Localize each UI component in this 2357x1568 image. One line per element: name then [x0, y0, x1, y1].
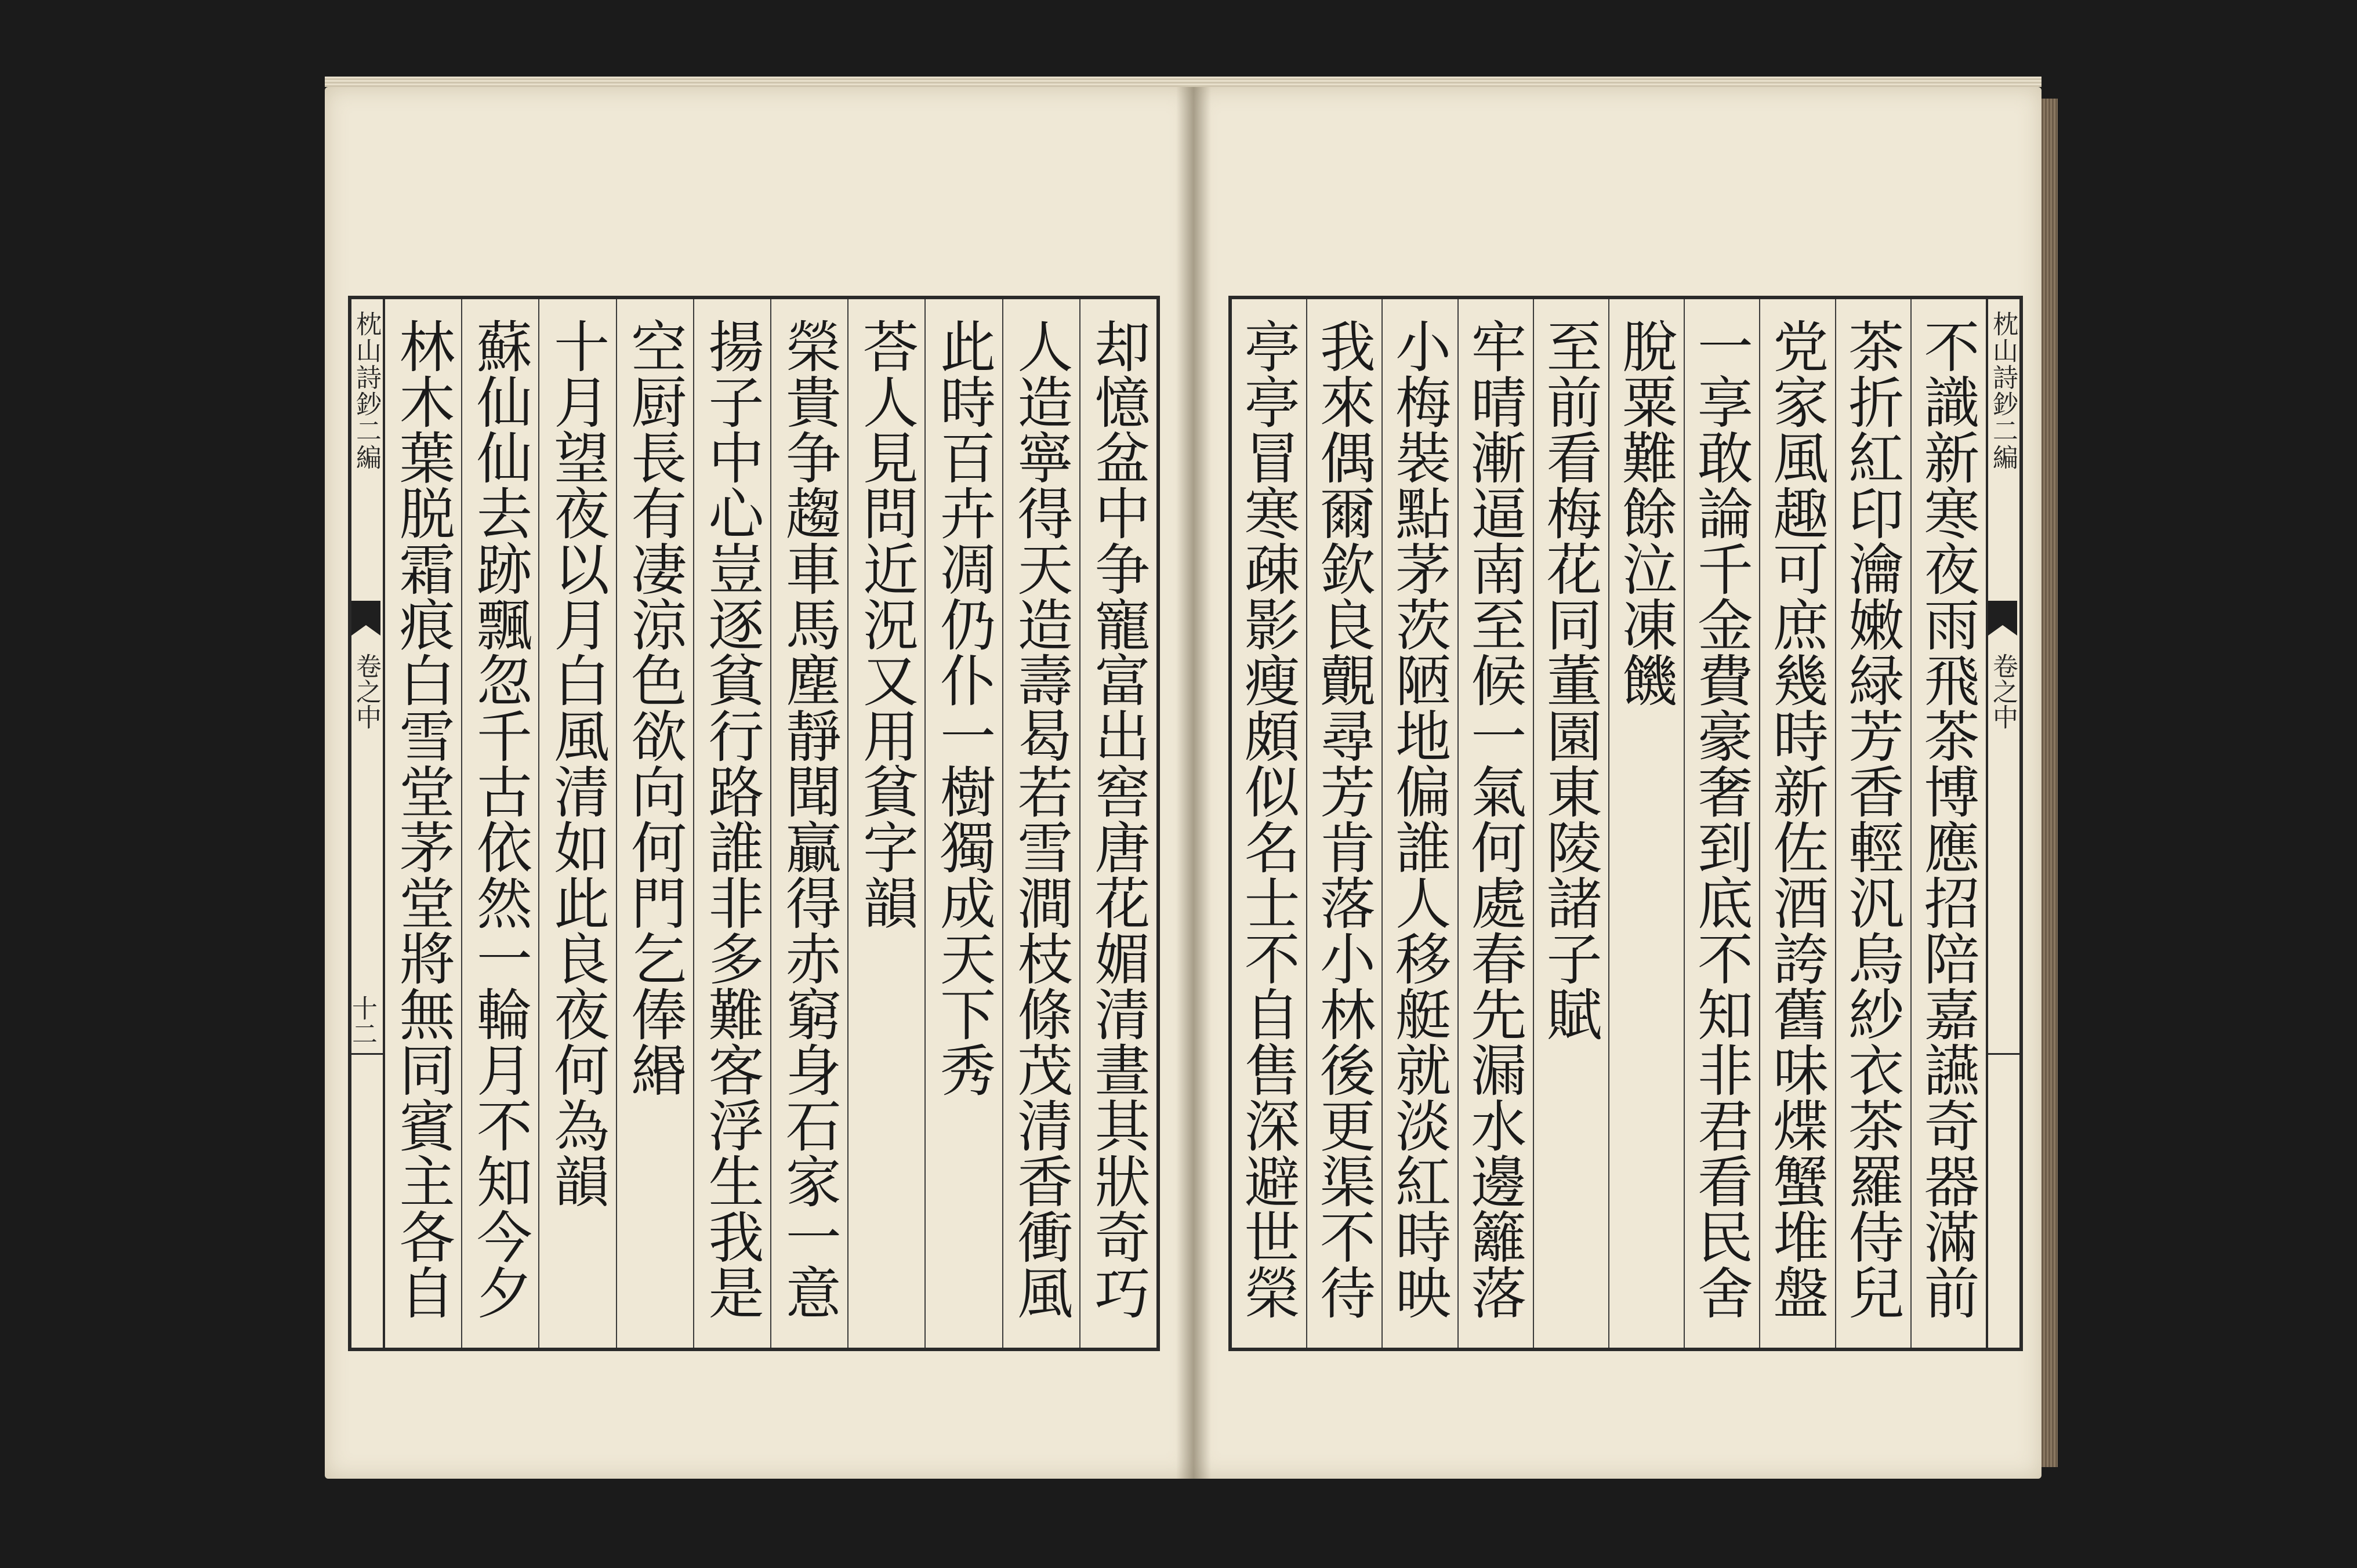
- text-column: 榮貴争趨車馬塵靜聞贏得赤窮身石家一意: [770, 299, 847, 1348]
- text-columns: [385, 299, 1156, 1348]
- band-rule: [1988, 1053, 2019, 1055]
- text-column: 不識新寒夜雨飛茶博應招陪嘉讌奇器滿前: [1910, 299, 1986, 1348]
- text-column: 蘇仙仙去跡飄忽千古依然一輪月不知今夕: [461, 299, 538, 1348]
- band-volume: 卷之中: [351, 653, 381, 729]
- right-page: [1194, 87, 2041, 1479]
- band-title: 枕山詩鈔二編: [351, 311, 381, 471]
- text-columns: [1232, 299, 1986, 1348]
- book-gutter: [1176, 87, 1211, 1479]
- text-column: 亭亭冒寒疎影瘦頗似名士不自售深避世榮: [1235, 318, 1301, 1320]
- text-column: 揚子中心豈逐貧行路誰非多難客浮生我是: [693, 299, 770, 1348]
- left-page: [325, 87, 1194, 1479]
- poem-title-column: 至前看梅花同董園東陵諸子賦: [1533, 299, 1608, 1348]
- fishtail-mark: [1988, 601, 2017, 636]
- center-band: [1986, 299, 2019, 1348]
- text-column: 林木葉脱霜痕白雪堂茅堂將無同賓主各自: [390, 318, 456, 1320]
- text-column: 此時百卉凋仍仆一樹獨成天下秀: [924, 299, 1002, 1348]
- text-column: 我來偶爾欽良覿尋芳肯落小林後更渠不待: [1306, 299, 1381, 1348]
- text-column: 脫粟難餘泣凍饑: [1608, 299, 1684, 1348]
- page-edge: [325, 77, 1194, 87]
- text-column: 却憶盆中争寵富出窖唐花媚清晝其狀奇巧: [1079, 299, 1156, 1348]
- text-column: 牢晴漸逼南至候一氣何處春先漏水邊籬落: [1457, 299, 1533, 1348]
- text-column: 人造寧得天造壽曷若雪澗枝條茂清香衝風: [1002, 299, 1079, 1348]
- band-volume: 卷之中: [1988, 653, 2018, 729]
- text-column: 小梅裝點茅茨陋地偏誰人移艇就淡紅時映: [1381, 299, 1457, 1348]
- poem-title-column: 十月望夜以月白風清如此良夜何為韻: [538, 299, 615, 1348]
- center-band: [347, 299, 385, 1348]
- page-edge: [1194, 77, 2041, 87]
- fishtail-mark: [351, 601, 380, 636]
- folio-number: 十二: [347, 995, 377, 1046]
- text-column: 茶折紅印瀹嫩緑芳香輕汎烏紗衣茶羅侍兒: [1835, 299, 1910, 1348]
- text-column: 空厨長有凄涼色欲向何門乞俸緡: [616, 299, 693, 1348]
- print-frame: [1228, 296, 2023, 1351]
- open-book: [325, 87, 2041, 1479]
- text-column: 一享敢論千金費豪奢到底不知非君看民舍: [1684, 299, 1759, 1348]
- text-column: 党家風趣可庶幾時新佐酒誇舊味煠蟹堆盤: [1759, 299, 1834, 1348]
- band-rule: [351, 1053, 383, 1055]
- poem-title-column: 荅人見問近況又用貧字韻: [847, 299, 924, 1348]
- print-frame: [348, 296, 1160, 1351]
- band-title: 枕山詩鈔二編: [1988, 311, 2018, 471]
